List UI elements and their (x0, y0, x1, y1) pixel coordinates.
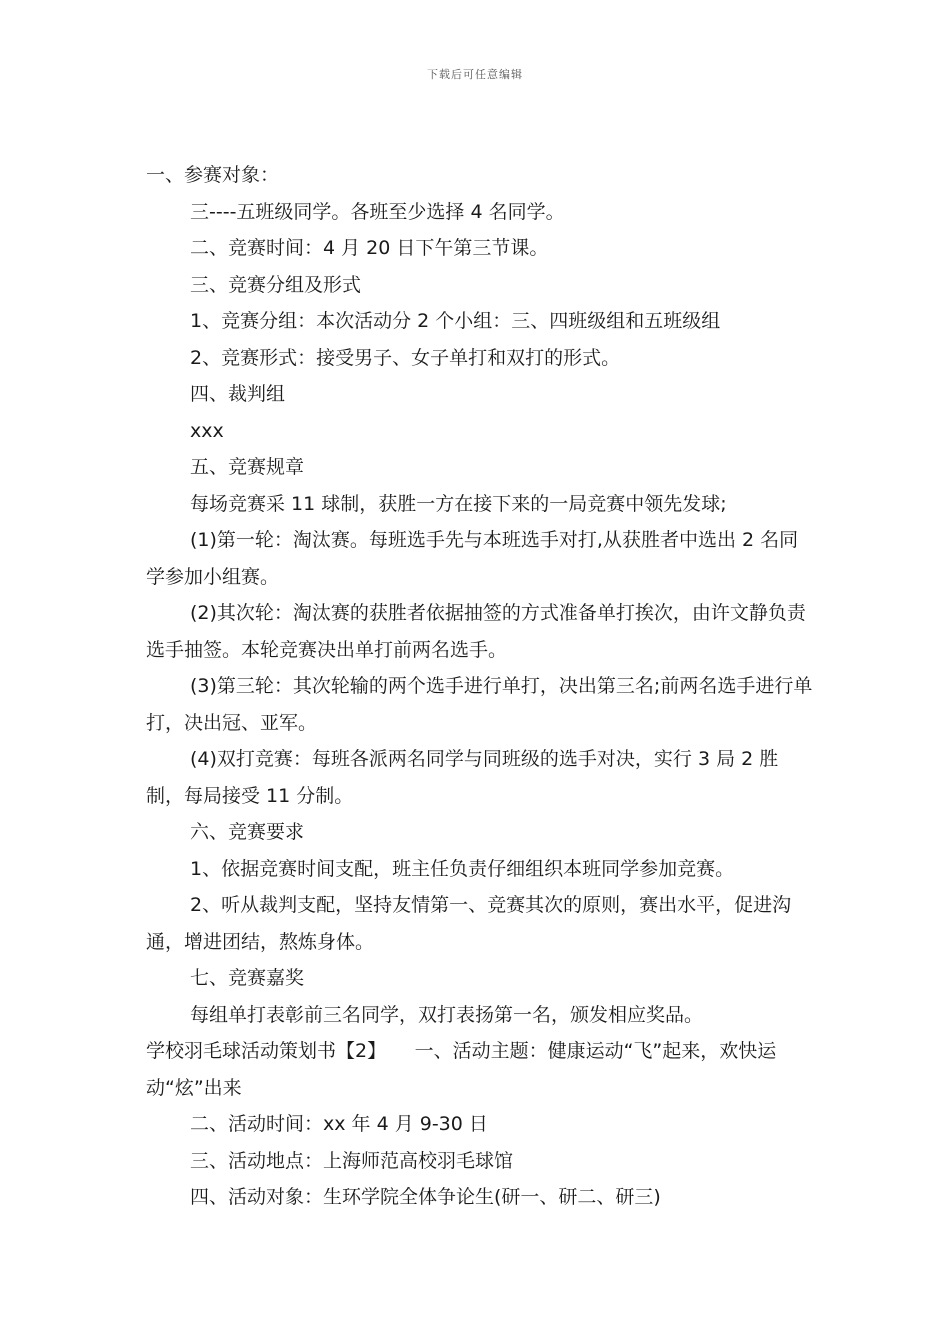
paragraph: 2、听从裁判支配，坚持友情第一、竞赛其次的原则，赛出水平，促进沟通，增进团结，熬炼身体。 (146, 894, 792, 953)
paragraph: 二、活动时间：xx 年 4 月 9-30 日 (190, 1113, 488, 1135)
section-heading: 五、竞赛规章 (190, 456, 305, 478)
paragraph: 1、依据竞赛时间支配，班主任负责仔细组织本班同学参加竞赛。 (190, 857, 735, 880)
paragraph: (4)双打竞赛：每班各派两名同学与同班级的选手对决，实行 3 局 2 胜制，每局接受 11 分制。 (146, 748, 779, 807)
paragraph: xxx (190, 419, 224, 442)
paragraph: 学校羽毛球活动策划书【2】 一、活动主题：健康运动“飞”起来，欢快运动“炫”出来 (146, 1040, 777, 1099)
section-heading: 四、裁判组 (190, 383, 286, 405)
paragraph: 三、活动地点：上海师范高校羽毛球馆 (190, 1149, 514, 1172)
page-header: 下载后可任意编辑 (427, 68, 523, 81)
paragraph: 每场竞赛采 11 球制，获胜一方在接下来的一局竞赛中领先发球; (190, 492, 727, 515)
section-heading: 六、竞赛要求 (190, 821, 305, 843)
paragraph: 1、竞赛分组：本次活动分 2 个小组：三、四班级组和五班级组 (190, 310, 721, 332)
paragraph: 一、参赛对象： (146, 164, 280, 186)
paragraph: 二、竞赛时间：4 月 20 日下午第三节课。 (190, 237, 549, 259)
paragraph: 每组单打表彰前三名同学，双打表扬第一名，颁发相应奖品。 (190, 1003, 704, 1026)
paragraph: 三----五班级同学。各班至少选择 4 名同学。 (190, 200, 565, 223)
document-body (146, 157, 816, 1216)
paragraph: 四、活动对象：生环学院全体争论生(研一、研二、研三) (190, 1186, 661, 1208)
paragraph: 2、竞赛形式：接受男子、女子单打和双打的形式。 (190, 346, 621, 369)
section-heading: 七、竞赛嘉奖 (190, 967, 305, 989)
paragraph: (2)其次轮：淘汰赛的获胜者依据抽签的方式准备单打挨次，由许文静负责选手抽签。本轮竞赛决出单打前两名选手。 (146, 602, 806, 661)
paragraph: (1)第一轮：淘汰赛。每班选手先与本班选手对打,从获胜者中选出 2 名同学参加小组赛。 (146, 529, 799, 588)
section-heading: 三、竞赛分组及形式 (190, 273, 362, 296)
paragraph: (3)第三轮：其次轮输的两个选手进行单打，决出第三名;前两名选手进行单打，决出冠、亚军。 (146, 675, 813, 734)
